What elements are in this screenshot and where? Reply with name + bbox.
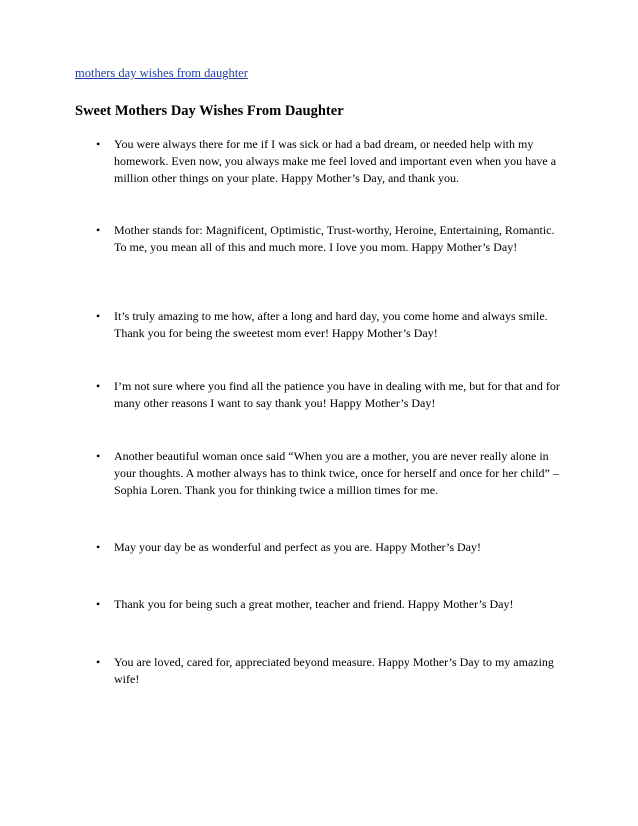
bullet-icon: • bbox=[96, 223, 101, 237]
list-item bbox=[96, 596, 566, 613]
wish-text: I’m not sure where you find all the patience you have in dealing with me, but for that and for many other reasons I want to say thank you! Happy Mother’s Day! bbox=[114, 379, 560, 410]
list-item bbox=[96, 222, 566, 256]
wish-text: Thank you for being such a great mother, teacher and friend. Happy Mother’s Day! bbox=[114, 597, 514, 611]
bullet-icon: • bbox=[96, 540, 101, 554]
list-item bbox=[96, 539, 566, 556]
wish-text: Another beautiful woman once said “When you are a mother, you are never really alone in your thoughts. A mother always has to think twice, once for herself and once for her child” – Sophia Loren. Thank you for thinking twice a million times for me. bbox=[114, 449, 559, 497]
mothers-day-wishes-link[interactable]: mothers day wishes from daughter bbox=[75, 66, 248, 80]
list-item bbox=[96, 308, 566, 342]
wish-text: You are loved, cared for, appreciated beyond measure. Happy Mother’s Day to my amazing wife! bbox=[114, 655, 554, 686]
bullet-icon: • bbox=[96, 597, 101, 611]
list-item bbox=[96, 136, 566, 187]
bullet-icon: • bbox=[96, 379, 101, 393]
list-item bbox=[96, 448, 566, 499]
list-item bbox=[96, 378, 566, 412]
list-item bbox=[96, 654, 566, 688]
wish-text: You were always there for me if I was sick or had a bad dream, or needed help with my homework. Even now, you always make me feel loved and important even when you have a million other things on your plate. Happy Mother’s Day, and thank you. bbox=[114, 137, 557, 185]
wish-text: Mother stands for: Magnificent, Optimistic, Trust-worthy, Heroine, Entertaining, Romantic. To me, you mean all of this and much more. I love you mom. Happy Mother’s Day! bbox=[114, 223, 555, 254]
bullet-icon: • bbox=[96, 655, 101, 669]
wish-text: It’s truly amazing to me how, after a long and hard day, you come home and always smile. Thank you for being the sweetest mom ever! Happy Mother’s Day! bbox=[114, 309, 548, 340]
wish-text: May your day be as wonderful and perfect as you are. Happy Mother’s Day! bbox=[114, 540, 481, 554]
bullet-icon: • bbox=[96, 309, 101, 323]
bullet-icon: • bbox=[96, 449, 101, 463]
document-title: Sweet Mothers Day Wishes From Daughter bbox=[75, 103, 344, 119]
bullet-icon: • bbox=[96, 137, 101, 151]
